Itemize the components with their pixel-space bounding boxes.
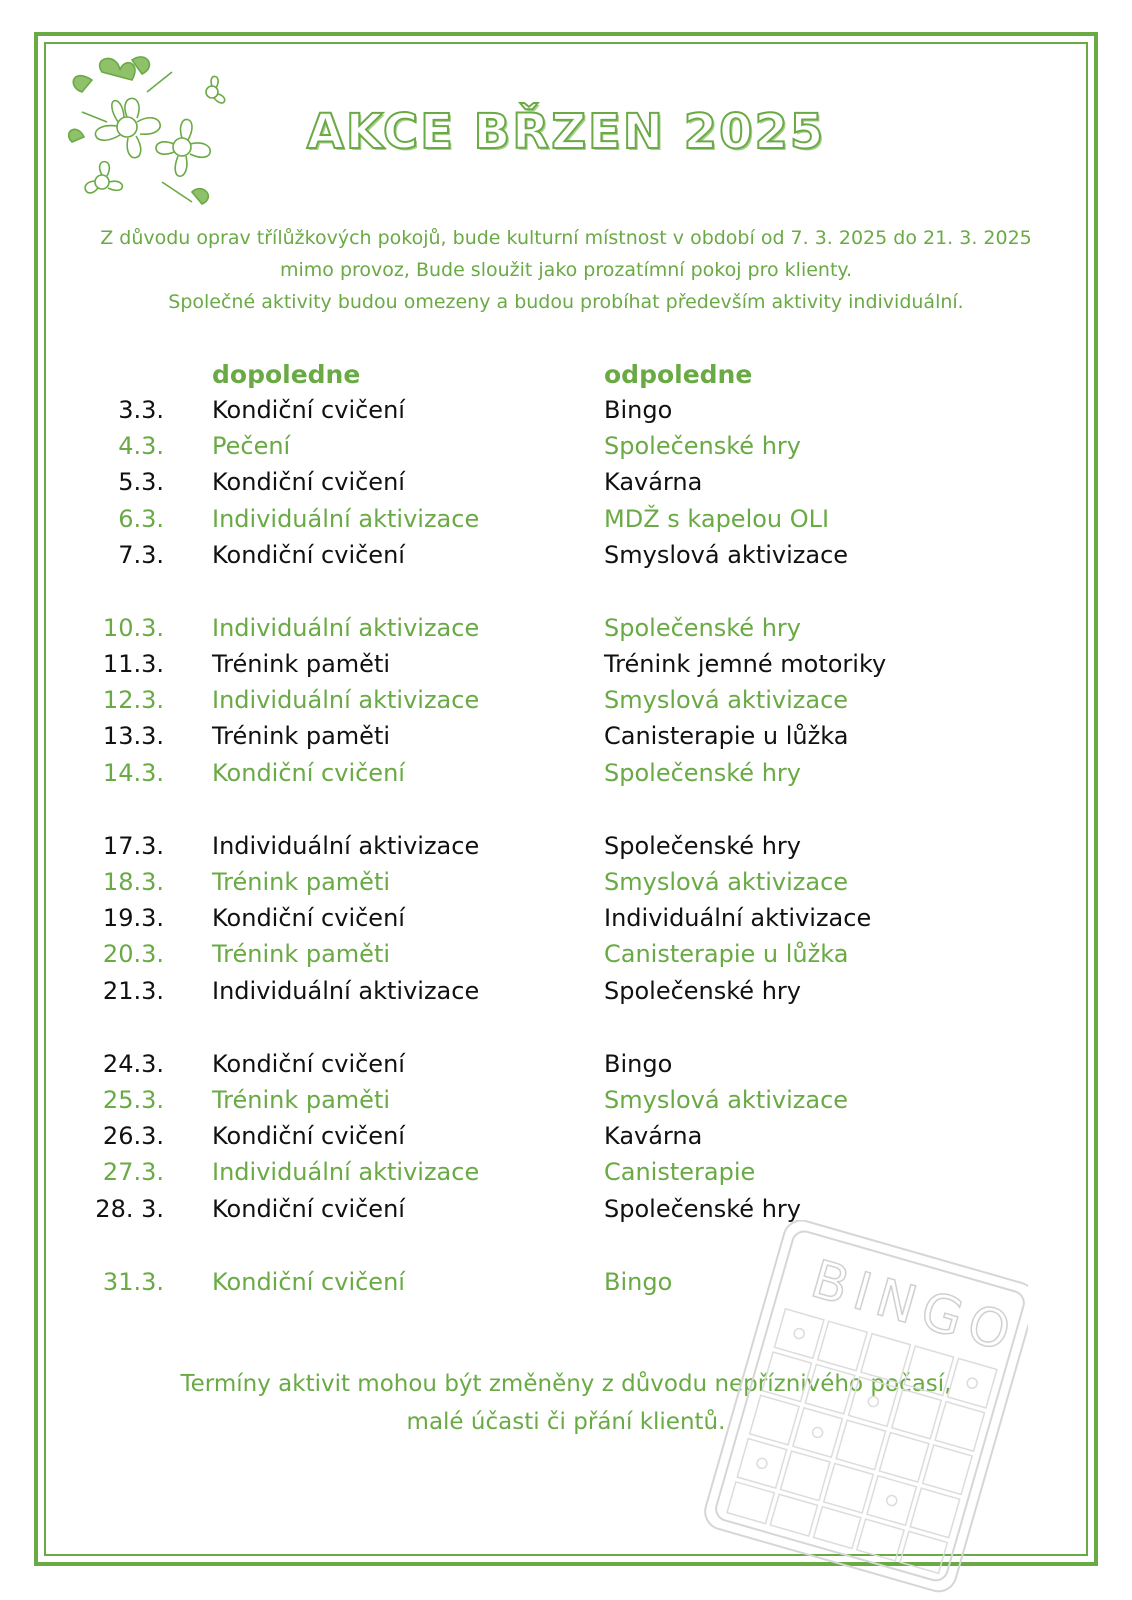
row-date: 21.3. (102, 977, 164, 1005)
schedule-row (0, 977, 1132, 1014)
row-date: 13.3. (102, 722, 164, 750)
row-morning-activity: Pečení (212, 432, 291, 460)
schedule-row (0, 1158, 1132, 1195)
row-afternoon-activity: Smyslová aktivizace (604, 686, 849, 714)
row-date: 11.3. (102, 650, 164, 678)
bingo-card-label: BINGO (804, 1249, 1025, 1366)
page-title: AKCE BŘZEN 2025 (306, 104, 826, 160)
row-afternoon-activity: Canisterapie (604, 1158, 756, 1186)
row-afternoon-activity: Individuální aktivizace (604, 904, 872, 932)
row-morning-activity: Individuální aktivizace (212, 977, 480, 1005)
schedule-row (0, 1122, 1132, 1159)
row-date: 3.3. (118, 396, 164, 424)
schedule-row (0, 541, 1132, 578)
header-morning: dopoledne (212, 360, 361, 389)
row-afternoon-activity: Kavárna (604, 1122, 703, 1150)
row-date: 25.3. (102, 1086, 164, 1114)
row-date: 17.3. (102, 832, 164, 860)
row-morning-activity: Individuální aktivizace (212, 614, 480, 642)
row-morning-activity: Kondiční cvičení (212, 759, 405, 787)
schedule-row (0, 868, 1132, 905)
schedule-row (0, 904, 1132, 941)
row-date: 20.3. (102, 940, 164, 968)
row-morning-activity: Kondiční cvičení (212, 1122, 405, 1150)
row-morning-activity: Trénink paměti (212, 1086, 391, 1114)
intro-line: Z důvodu oprav třílůžkových pokojů, bude kulturní místnost v období od 7. 3. 2025 do 21. 3. 2025 (100, 227, 1032, 249)
row-morning-activity: Kondiční cvičení (212, 1195, 405, 1223)
intro-line: Společné aktivity budou omezeny a budou probíhat především aktivity individuální. (168, 291, 964, 313)
row-afternoon-activity: Smyslová aktivizace (604, 1086, 849, 1114)
row-afternoon-activity: Společenské hry (604, 432, 801, 460)
row-date: 5.3. (118, 468, 164, 496)
schedule-row (0, 832, 1132, 869)
row-date: 12.3. (102, 686, 164, 714)
schedule-row (0, 432, 1132, 469)
row-afternoon-activity: Trénink jemné motoriky (604, 650, 887, 678)
row-morning-activity: Trénink paměti (212, 940, 391, 968)
row-afternoon-activity: Canisterapie u lůžka (604, 940, 849, 968)
row-morning-activity: Trénink paměti (212, 722, 391, 750)
schedule-row (0, 614, 1132, 651)
row-date: 31.3. (102, 1268, 164, 1296)
schedule-row (0, 1050, 1132, 1087)
row-date: 14.3. (102, 759, 164, 787)
row-morning-activity: Individuální aktivizace (212, 1158, 480, 1186)
row-afternoon-activity: Společenské hry (604, 832, 801, 860)
row-morning-activity: Individuální aktivizace (212, 505, 480, 533)
row-afternoon-activity: Společenské hry (604, 1195, 801, 1223)
footer-line: Termíny aktivit mohou být změněny z důvodu nepříznivého počasí, (180, 1371, 952, 1397)
row-morning-activity: Individuální aktivizace (212, 832, 480, 860)
row-date: 6.3. (118, 505, 164, 533)
schedule-row (0, 396, 1132, 433)
row-date: 27.3. (102, 1158, 164, 1186)
row-afternoon-activity: Společenské hry (604, 977, 801, 1005)
row-date: 10.3. (102, 614, 164, 642)
row-morning-activity: Individuální aktivizace (212, 686, 480, 714)
row-date: 26.3. (102, 1122, 164, 1150)
row-morning-activity: Kondiční cvičení (212, 1050, 405, 1078)
row-morning-activity: Kondiční cvičení (212, 541, 405, 569)
row-afternoon-activity: Bingo (604, 1050, 673, 1078)
schedule-row (0, 940, 1132, 977)
row-afternoon-activity: Smyslová aktivizace (604, 868, 849, 896)
row-date: 24.3. (102, 1050, 164, 1078)
schedule-row (0, 759, 1132, 796)
row-morning-activity: Kondiční cvičení (212, 468, 405, 496)
row-afternoon-activity: Kavárna (604, 468, 703, 496)
row-date: 4.3. (118, 432, 164, 460)
schedule-row (0, 1086, 1132, 1123)
schedule-row (0, 686, 1132, 723)
intro-notice (60, 222, 1072, 318)
schedule-row (0, 722, 1132, 759)
row-afternoon-activity: Bingo (604, 396, 673, 424)
row-date: 28. 3. (95, 1195, 164, 1223)
row-afternoon-activity: MDŽ s kapelou OLI (604, 505, 830, 533)
row-date: 7.3. (118, 541, 164, 569)
row-date: 18.3. (102, 868, 164, 896)
row-afternoon-activity: Smyslová aktivizace (604, 541, 849, 569)
header-afternoon: odpoledne (604, 360, 753, 389)
row-afternoon-activity: Canisterapie u lůžka (604, 722, 849, 750)
footer-line: malé účasti či přání klientů. (406, 1409, 726, 1435)
schedule-row (0, 468, 1132, 505)
row-morning-activity: Kondiční cvičení (212, 396, 405, 424)
row-morning-activity: Trénink paměti (212, 650, 391, 678)
bingo-card-icon (668, 1220, 1028, 1600)
row-morning-activity: Trénink paměti (212, 868, 391, 896)
schedule-row (0, 505, 1132, 542)
row-afternoon-activity: Společenské hry (604, 759, 801, 787)
schedule-row (0, 650, 1132, 687)
row-date: 19.3. (102, 904, 164, 932)
row-afternoon-activity: Společenské hry (604, 614, 801, 642)
row-afternoon-activity: Bingo (604, 1268, 673, 1296)
intro-line: mimo provoz, Bude sloužit jako prozatímní pokoj pro klienty. (279, 259, 852, 281)
row-morning-activity: Kondiční cvičení (212, 904, 405, 932)
row-morning-activity: Kondiční cvičení (212, 1268, 405, 1296)
